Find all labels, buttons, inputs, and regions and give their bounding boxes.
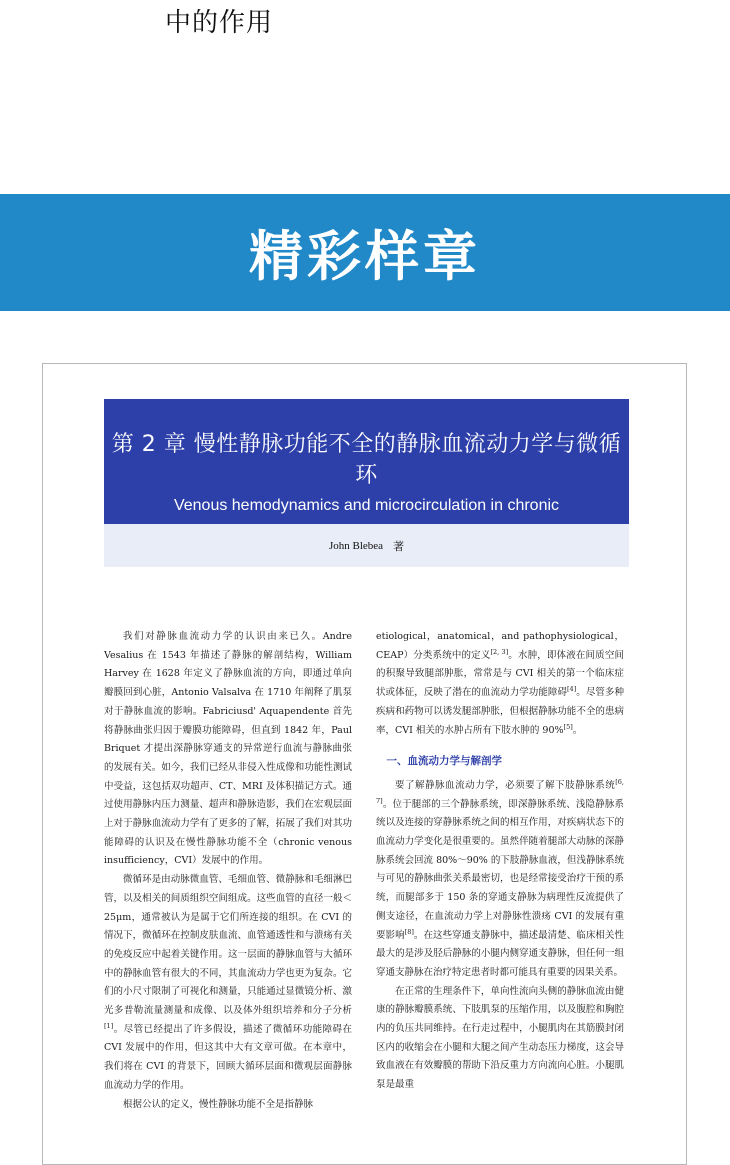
sample-page <box>42 363 687 1165</box>
paragraph: 要了解静脉血流动力学，必须要了解下肢静脉系统[6, 7]。位于腿部的三个静脉系统，即深静脉系统、浅隐静脉系统以及连接的穿静脉系统之间的相互作用，对疾病状态下的血流动力学变化是很重要的。虽然伴随着腿部大动脉的深静脉系统会回流 80%～90% 的下肢静脉血液，但浅静脉系统与可见的静脉曲张关系最密切，也是经常接受治疗干预的系统，而腿部多于 150 条的穿通支静脉为病理性反流提供了侧支途径，在血流动力学上对静脉性溃疡 CVI 的发展有重要影响[8]。在这些穿通支静脉中，描述最清楚、临床相关性最大的是涉及胫后静脉的小腿内侧穿通支静脉，但任何一组穿通支静脉在治疗特定患者时都可能具有重要的因果关系。 <box>376 777 624 978</box>
page-top-title: 中的作用 <box>165 8 274 38</box>
left-column <box>104 628 352 1114</box>
author-suffix: 著 <box>393 539 405 553</box>
citation: [6, 7] <box>376 777 624 805</box>
chapter-title: 第 2 章 慢性静脉功能不全的静脉血流动力学与微循环 <box>111 432 622 488</box>
author-name: John Blebea <box>328 539 384 552</box>
section-heading: 一、血流动力学与解剖学 <box>386 755 502 768</box>
citation: [1] <box>104 1021 114 1030</box>
right-column <box>376 628 624 1095</box>
chapter-title-english-line1: Venous hemodynamics and microcirculation in chronic <box>173 497 560 514</box>
citation: [2, 3] <box>490 647 509 656</box>
paragraph: 我们对静脉血流动力学的认识由来已久。Andre Vesalius 在 1543 年描述了静脉的解剖结构，William Harvey 在 1628 年定义了静脉血流的方向，即通过单向瓣膜回到心脏，Antonio Valsalva 在 1710 年阐释了肌泵对于静脉血流的影响。Fabriciusd' Aquapendente 首先将静脉曲张归因于瓣膜功能障碍，但直到 1842 年，Paul Briquet 才提出深静脉穿通支的异常逆行血流与静脉曲张的发展有关。如今，我们已经从非侵入性成像和功能性测试中受益，这包括双功超声、CT、MRI 及体积描记方式。通过使用静脉内压力测量、超声和静脉造影，我们在宏观层面上对于静脉血流动力学有了更多的了解，拓展了我们对其功能障碍的认识及在慢性静脉功能不全（chronic venous insufficiency，CVI）发展中的作用。 <box>104 631 352 867</box>
chapter-header <box>104 399 629 524</box>
citation: [8] <box>404 927 414 936</box>
citation: [4] <box>567 684 577 693</box>
paragraph: 根据公认的定义，慢性静脉功能不全是指静脉 <box>123 1098 314 1110</box>
sample-chapter-banner <box>0 194 730 311</box>
author-band <box>104 524 629 567</box>
banner-title: 精彩样章 <box>249 225 481 288</box>
paragraph: etiological，anatomical，and pathophysiological，CEAP）分类系统中的定义[2, 3]。水肿，即体液在间质空间的积聚导致腿部肿胀，常常是与 CVI 相关的第一个临床症状或体征，反映了潜在的血流动力学功能障碍[4]。尽管多种疾病和药物可以诱发腿部肿胀，但根据静脉功能不全的患病率，CVI 相关的水肿占所有下肢水肿的 90%[5]。 <box>376 631 624 736</box>
citation: [5] <box>563 722 573 731</box>
paragraph: 微循环是由动脉微血管、毛细血管、微静脉和毛细淋巴管，以及相关的间质组织空间组成。这些血管的直径一般＜25μm，通常被认为是属于它们所连接的组织。在 CVI 的情况下，微循环在控制皮肤血流、血管通透性和与溃疡有关的免疫反应中起着关键作用。这一层面的静脉血管与大循环中的静脉血管有很大的不同，其血流动力学也更为复杂。它们的小尺寸限制了可视化和测量，只能通过显微镜分析、激光多普勒流量测量和成像、以及体外组织培养和分子分析[1]。尽管已经提出了许多假设，描述了微循环功能障碍在 CVI 发展中的作用，但这其中大有文章可做。在本章中，我们将在 CVI 的背景下，回顾大循环层面和微观层面静脉血流动力学的作用。 <box>104 874 352 1091</box>
paragraph: 在正常的生理条件下，单向性流向头侧的静脉血流由健康的静脉瓣膜系统、下肢肌泵的压缩作用，以及腹腔和胸腔内的负压共同维持。在行走过程中，小腿肌肉在其筋膜封闭区内的收缩会在小腿和大腿之间产生动态压力梯度，这会导致血液在有效瓣膜的帮助下沿反重力方向流向心脏。小腿肌泵是最重 <box>376 985 624 1091</box>
